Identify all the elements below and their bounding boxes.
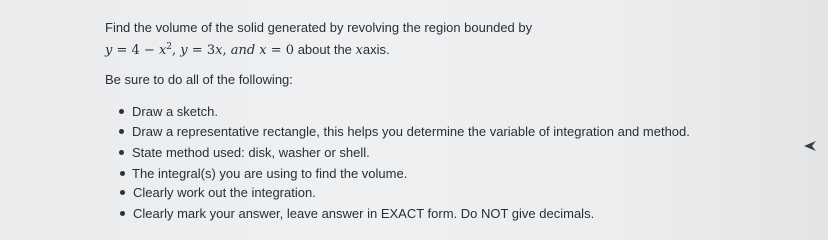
mouse-pointer-icon <box>803 139 817 153</box>
list-item: The integral(s) you are using to find the volume. <box>132 166 408 181</box>
bullet-icon <box>120 211 125 216</box>
list-item: Clearly mark your answer, leave answer in EXACT form. Do NOT give decimals. <box>133 206 595 221</box>
bullet-icon <box>120 171 125 176</box>
bullet-icon <box>119 150 124 155</box>
bullet-icon <box>119 109 124 114</box>
bullet-icon <box>120 190 125 195</box>
list-item: State method used: disk, washer or shell. <box>132 145 370 160</box>
list-item: Draw a representative rectangle, this helps you determine the variable of integration and method. <box>132 124 690 139</box>
problem-equations: $y = 4 - x^2$, y = 3x, and x = 0 about the xaxis. <box>105 42 390 58</box>
bullet-icon <box>119 129 124 134</box>
problem-prompt: Find the volume of the solid generated by revolving the region bounded by <box>105 20 533 35</box>
list-item: Clearly work out the integration. <box>133 185 316 200</box>
list-item: Draw a sketch. <box>132 104 218 119</box>
instructions-heading: Be sure to do all of the following: <box>105 72 293 87</box>
